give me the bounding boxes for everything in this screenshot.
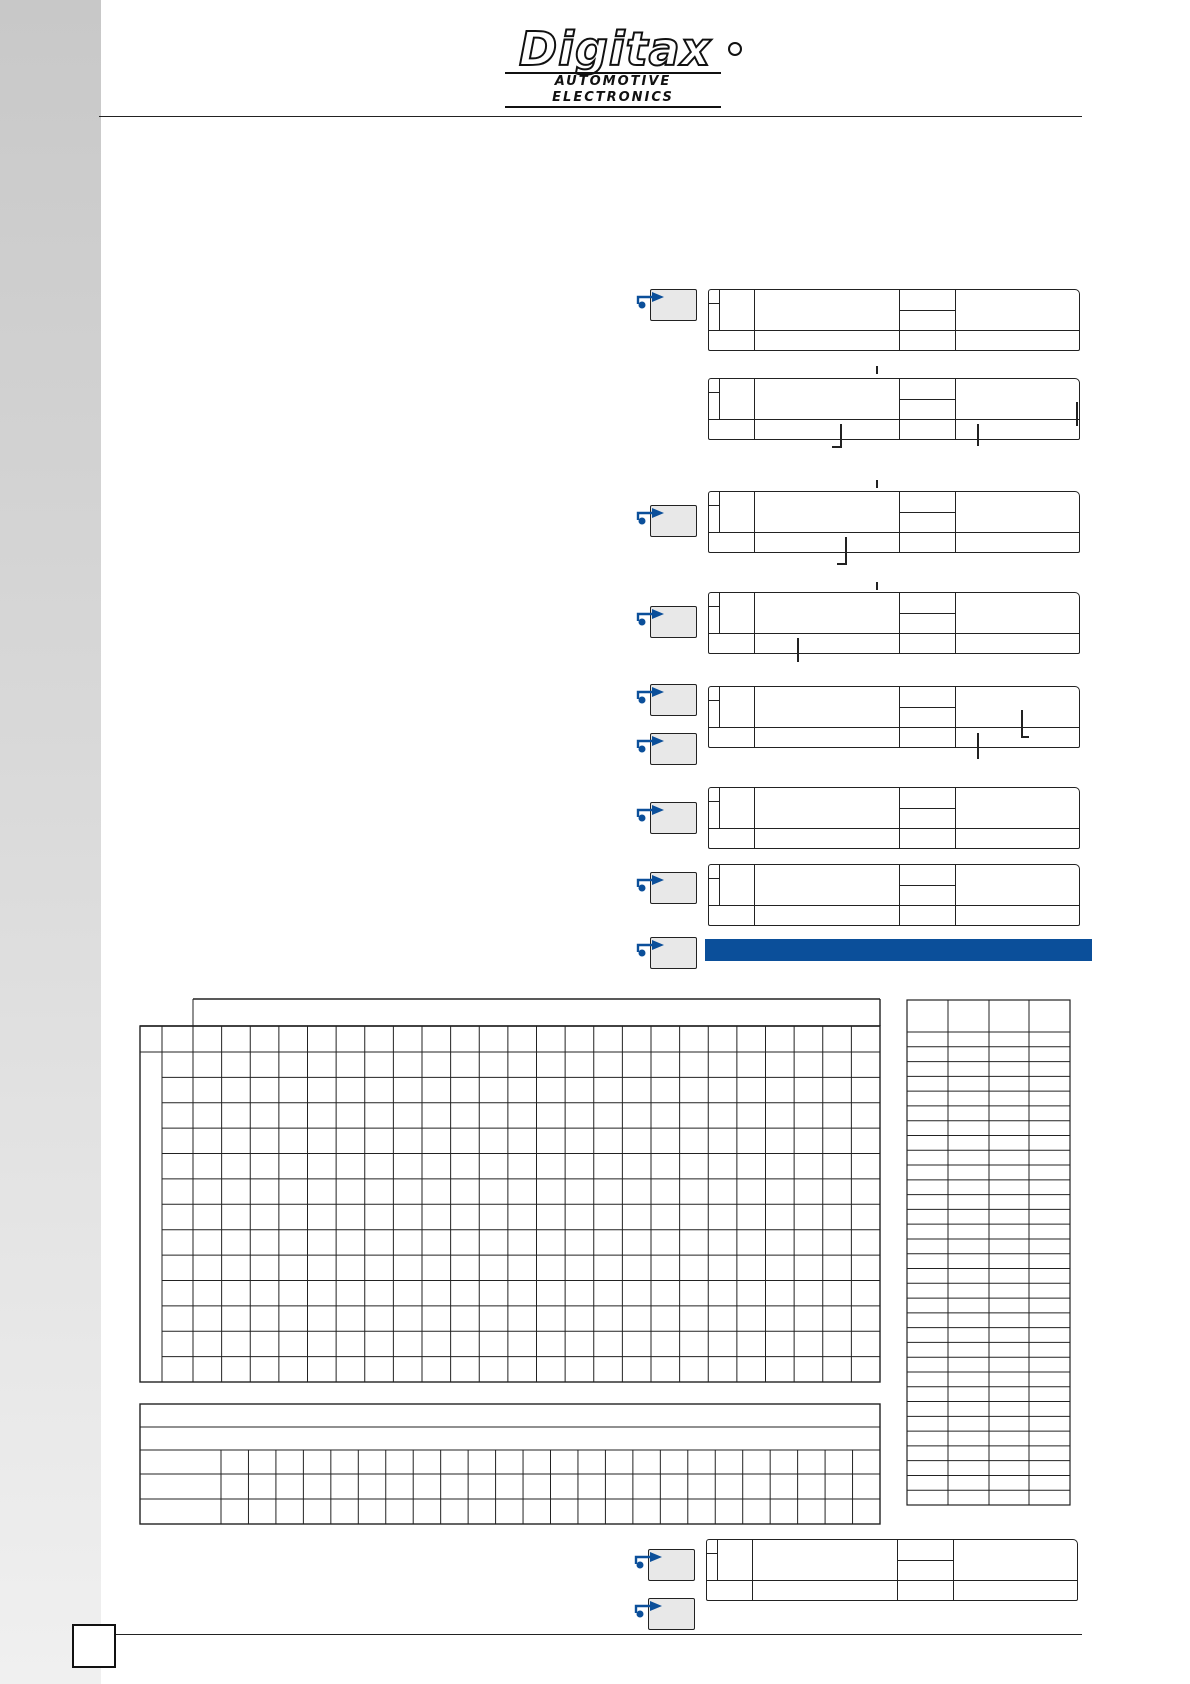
page-number-box (72, 1624, 116, 1668)
footer-rule (99, 1634, 1082, 1635)
logo-tagline: AUTOMOTIVE ELECTRONICS (505, 72, 721, 108)
table-frame (140, 1404, 880, 1524)
logo-wordmark: Digitax (519, 22, 712, 76)
